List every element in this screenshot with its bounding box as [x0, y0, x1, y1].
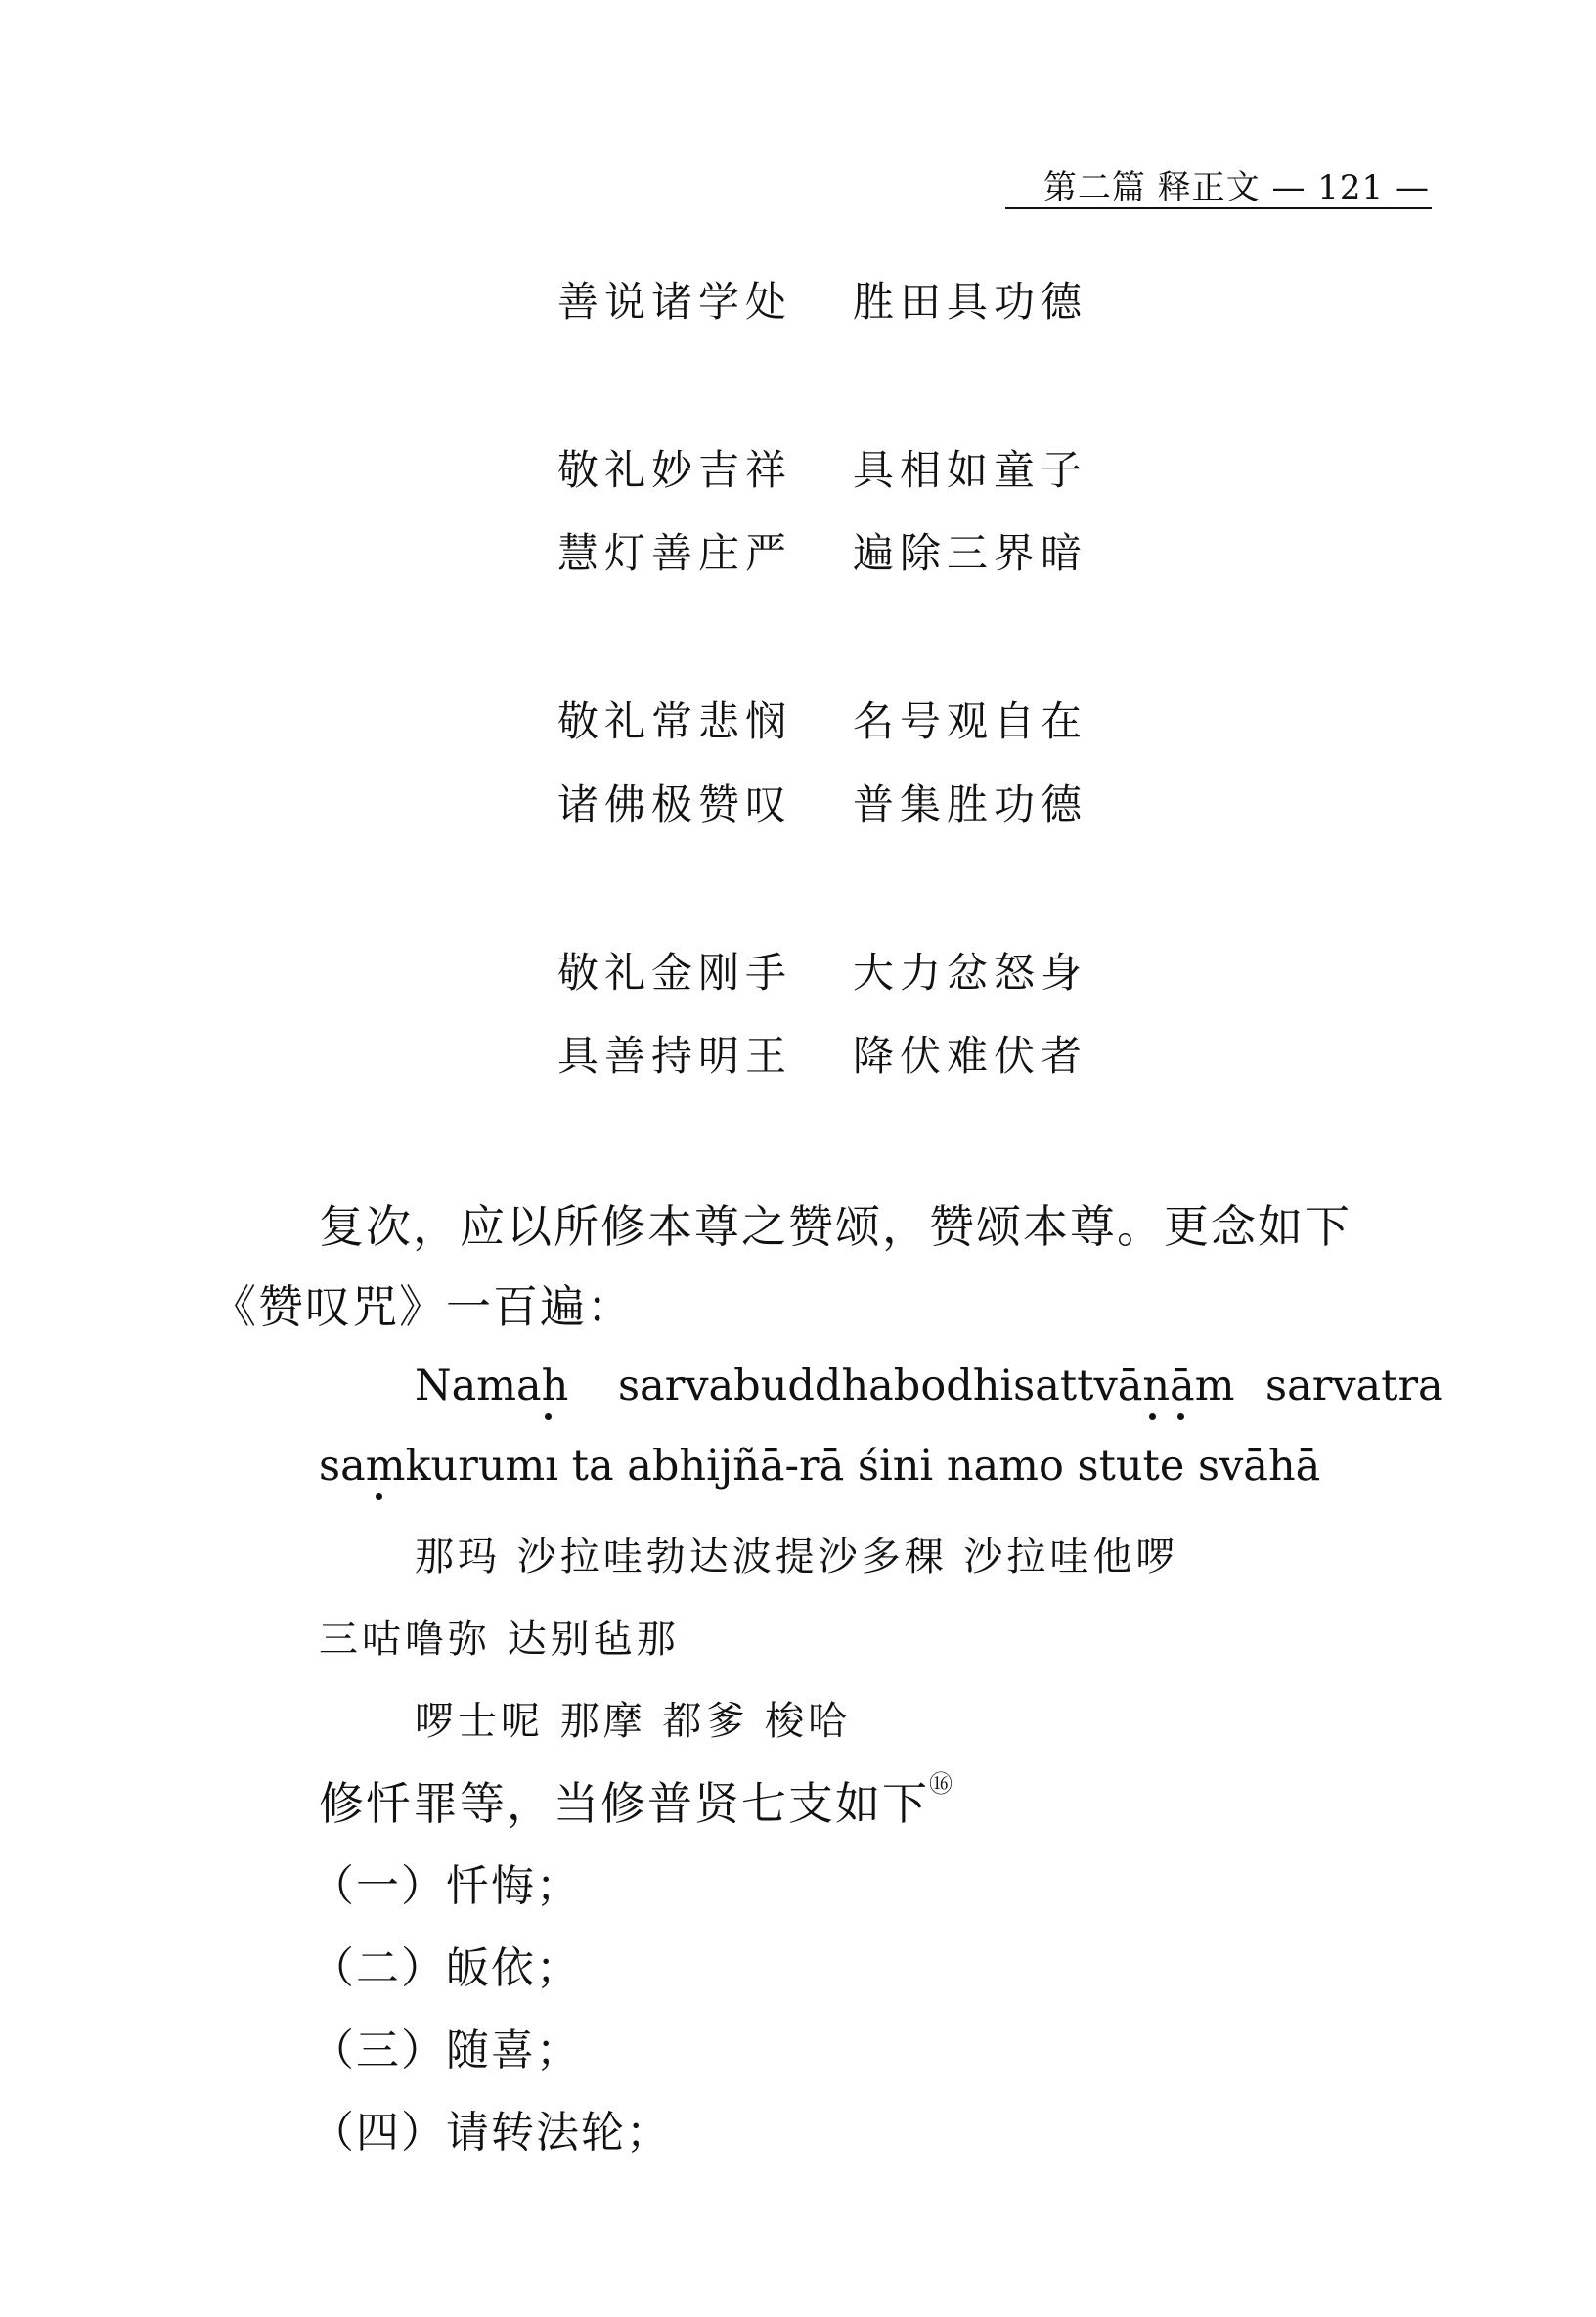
- mantra-line: 那玛 沙拉哇勃达波提沙多稞 沙拉哇他啰: [415, 1535, 1179, 1580]
- verse-left: 慧灯善庄严: [557, 529, 793, 577]
- verse-right: 名号观自在: [853, 697, 1088, 745]
- verse-left: 善说诸学处: [557, 278, 793, 326]
- verse-right: 降伏难伏者: [853, 1032, 1088, 1080]
- running-header: [1005, 156, 1432, 209]
- verse-right: 普集胜功德: [853, 780, 1088, 828]
- mantra-line: 三咕噜弥 达别毡那: [319, 1617, 680, 1662]
- verse-left: 具善持明王: [557, 1032, 793, 1080]
- verse-right: 大力忿怒身: [853, 949, 1088, 997]
- paragraph-line: [319, 1768, 953, 1833]
- paragraph-line: 《赞叹咒》一百遍：: [211, 1280, 634, 1333]
- verse-left: 敬礼常悲悯: [557, 697, 793, 745]
- paragraph-line: 复次，应以所修本尊之赞颂，赞颂本尊。更念如下: [319, 1200, 1352, 1253]
- mantra-line: 啰士呢 那摩 都爹 梭哈: [415, 1699, 852, 1744]
- latin-word: sarvatra: [1265, 1361, 1443, 1410]
- paragraph-text: 修忏罪等，当修普贤七支如下: [319, 1777, 929, 1830]
- verse-left: 敬礼金刚手: [557, 949, 793, 997]
- list-item: （四）请转法轮；: [311, 2108, 671, 2158]
- list-item: （一）忏悔；: [311, 1861, 581, 1911]
- latin-word: sarvabuddhabodhisattvānām: [618, 1361, 1235, 1410]
- diacritic-dot: [376, 1493, 382, 1500]
- footnote-mark: ⑯: [929, 1770, 953, 1798]
- diacritic-dot: [1177, 1413, 1184, 1420]
- list-item: （三）随喜；: [311, 2026, 581, 2075]
- verse-left: 敬礼妙吉祥: [557, 446, 793, 494]
- list-item: （二）皈依；: [311, 1943, 581, 1993]
- verse-left: 诸佛极赞叹: [557, 780, 793, 828]
- diacritic-dot: [1149, 1413, 1156, 1420]
- diacritic-dot: [545, 1413, 552, 1420]
- verse-right: 遍除三界暗: [853, 529, 1088, 577]
- header-text: 第二篇 释正文 — 121 —: [1042, 168, 1430, 207]
- verse-right: 胜田具功德: [853, 278, 1088, 326]
- latin-line: samkurumı ta abhijñā-rā śini namo stute svāhā: [319, 1442, 1321, 1491]
- latin-word: Namah: [415, 1361, 569, 1410]
- verse-right: 具相如童子: [853, 446, 1088, 494]
